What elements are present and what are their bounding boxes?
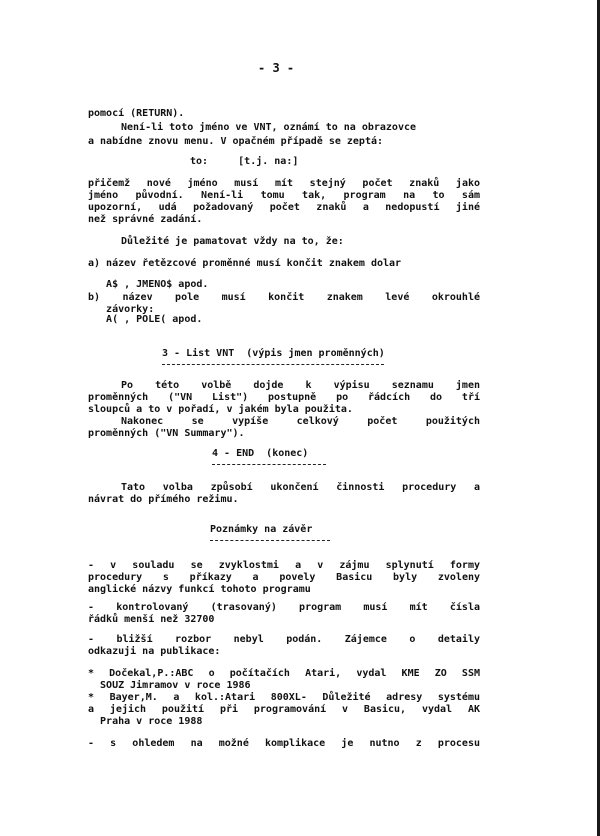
paragraph-line: přičemž nové jméno musí mít stejný počet znaků jako [88, 178, 480, 189]
paragraph-line: proměnných ("VN List") postupně po řádcích do tří [88, 392, 480, 403]
heading-underline [162, 364, 384, 365]
reference-line: SOUZ Jimramov v roce 1986 [88, 680, 251, 691]
heading-underline [210, 540, 330, 541]
rule-line: A( , POLE( apod. [88, 314, 203, 325]
page-number: - 3 - [258, 61, 295, 75]
note-line: řádků menší než 32700 [88, 614, 215, 625]
section-heading-end: 4 - END (konec) [212, 448, 309, 459]
note-line: procedury s příkazy a povely Basicu byly zvoleny [88, 572, 480, 583]
paragraph-line: než správné zadání. [88, 214, 203, 225]
paragraph-line: pomocí (RETURN). [88, 108, 185, 119]
rule-line: závorky: [88, 304, 155, 315]
rule-line: a) název řetězcové proměnné musí končit znakem dolar [88, 258, 402, 269]
paragraph-line: Po této volbě dojde k výpisu seznamu jmen [121, 380, 480, 391]
section-heading-list-vnt: 3 - List VNT (výpis jmen proměnných) [162, 348, 385, 359]
paragraph-line: jméno původní. Není-li tomu tak, program na to sám [88, 190, 480, 201]
reference-line: * Dočekal,P.:ABC o počítačích Atari, vydal KME ZO SSM [88, 668, 480, 679]
paragraph-line: Není-li toto jméno ve VNT, oznámí to na obrazovce [121, 122, 417, 133]
note-line: - v souladu se zvyklostmi a v zájmu splynutí formy [88, 560, 480, 571]
reference-line: * Bayer,M. a kol.:Atari 800XL- Důležité adresy systému [88, 692, 480, 703]
rule-line: b) název pole musí končit znakem levé okrouhlé [88, 292, 480, 303]
rule-line: A$ , JMENO$ apod. [88, 279, 209, 290]
reference-line: a jejich použití při programování v Basicu, vydal AK [88, 704, 480, 715]
paragraph-line: sloupců a to v pořadí, v jakém byla použita. [88, 404, 353, 415]
note-line: - bližší rozbor nebyl podán. Zájemce o detaily [88, 634, 480, 645]
heading-underline [212, 464, 326, 465]
paragraph-line: proměnných ("VN Summary"). [88, 428, 245, 439]
reference-line: Praha v roce 1988 [88, 716, 203, 727]
note-line: - kontrolovaný (trasovaný) program musí mít čísla [88, 602, 480, 613]
section-heading-notes: Poznámky na závěr [210, 524, 313, 535]
paragraph-line: Nakonec se vypíše celkový počet použitých [121, 416, 480, 427]
note-line: - s ohledem na možné komplikace je nutno z procesu [88, 738, 480, 749]
paragraph-line: a nabídne znovu menu. V opačném případě se zeptá: [88, 136, 384, 147]
paragraph-line: Tato volba způsobí ukončení činnosti procedury a [121, 482, 480, 493]
prompt-line: to: [t.j. na:] [190, 156, 299, 167]
note-line: odkazuji na publikace: [88, 646, 221, 657]
note-line: anglické názvy funkcí tohoto programu [88, 584, 311, 595]
paragraph-line: návrat do přímého režimu. [88, 494, 239, 505]
important-note: Důležité je pamatovat vždy na to, že: [121, 236, 344, 247]
paragraph-line: upozorní, udá požadovaný počet znaků a nedopustí jiné [88, 202, 480, 213]
